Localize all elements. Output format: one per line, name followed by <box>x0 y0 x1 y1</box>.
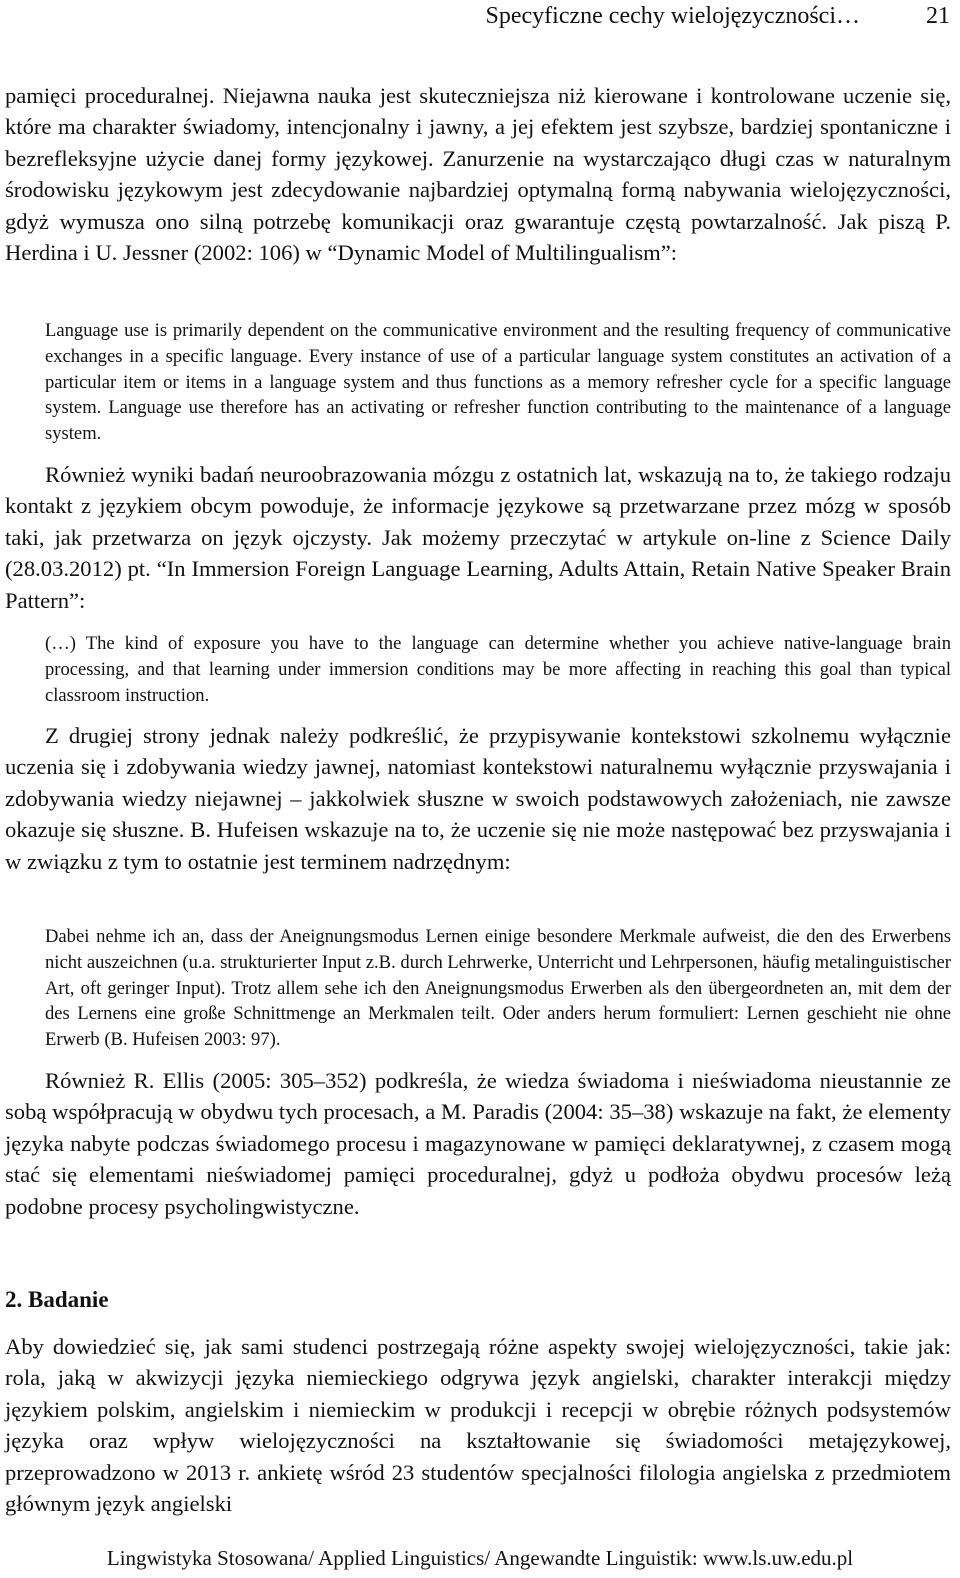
page-number: 21 <box>926 3 950 29</box>
body-paragraph: pamięci proceduralnej. Niejawna nauka jest skuteczniejsza niż kierowane i kontrolowane uczenie się, które ma charakter świadomy, intencjonalny i jawny, a jej efektem jest szybsze, bardziej spontaniczne i bezrefleksyjne użycie danej formy językowej. Zanurzenie na wystarczająco długi czas w naturalnym środowisku językowym jest zdecydowanie najbardziej optymalną formą nabywania wielojęzyczności, gdyż wymusza ono silną potrzebę komunikacji oraz gwarantuje częstą powtarzalność. Jak piszą P. Herdina i U. Jessner (2002: 106) w “Dynamic Model of Multilingualism”: <box>5 83 951 266</box>
running-header <box>0 2 950 30</box>
running-footer: Lingwistyka Stosowana/ Applied Linguistics/ Angewandte Linguistik: www.ls.uw.edu.pl <box>106 1546 854 1570</box>
running-title: Specyficzne cechy wielojęzyczności… <box>485 3 860 29</box>
body-paragraph: Również R. Ellis (2005: 305–352) podkreśla, że wiedza świadoma i nieświadoma nieustannie ze sobą współpracują w obydwu tych procesach, a M. Paradis (2004: 35–38) wskazuje na fakt, że elementy języka nabyte podczas świadomego procesu i magazynowane w pamięci deklaratywnej, z czasem mogą stać się elementami nieświadomej pamięci proceduralnej, gdyż u podłoża obydwu procesów leżą podobne procesy psycholingwistyczne. <box>5 1068 951 1219</box>
body-paragraph: Aby dowiedzieć się, jak sami studenci postrzegają różne aspekty swojej wielojęzyczności, takie jak: rola, jaką w akwizycji języka niemieckiego odgrywa język angielski, charakter interakcji między językiem polskim, angielskim i niemieckim w produkcji i recepcji w obrębie różnych podsystemów języka oraz wpływ wielojęzyczności na kształtowanie się świadomości metajęzykowej, przeprowadzono w 2013 r. ankietę wśród 23 studentów specjalności filologia angielska z przedmiotem głównym język angielski <box>5 1334 951 1517</box>
block-quote: (…) The kind of exposure you have to the language can determine whether you achieve native-language brain processing, and that learning under immersion conditions may be more affecting in reaching this goal than typical classroom instruction. <box>45 633 951 706</box>
block-quote: Dabei nehme ich an, dass der Aneignungsmodus Lernen einige besondere Merkmale aufweist, die den des Erwerbens nicht auszeichnen (u.a. strukturierter Input z.B. durch Lehrwerke, Unterricht und Lehrpersonen, häufig metalinguistischer Art, oft geringer Input). Trotz allem sehe ich den Aneignungsmodus Erwerben als den übergeordneten an, mit dem der des Lernens eine große Schnittmenge an Merkmalen teilt. Oder anders herum formuliert: Lernen geschieht nie ohne Erwerb (B. Hufeisen 2003: 97). <box>45 926 951 1051</box>
block-quote: Language use is primarily dependent on the communicative environment and the resulting frequency of communicative exchanges in a specific language. Every instance of use of a particular language system constitutes an activation of a particular item or items in a language system and thus functions as a memory refresher cycle for a specific language system. Language use therefore has an activating or refresher function contributing to the maintenance of a language system. <box>45 320 951 445</box>
body-paragraph: Również wyniki badań neuroobrazowania mózgu z ostatnich lat, wskazują na to, że takiego rodzaju kontakt z językiem obcym powoduje, że informacje językowe są przetwarzane przez mózg w sposób taki, jak przetwarza on język ojczysty. Jak możemy przeczytać w artykule on-line z Science Daily (28.03.2012) pt. “In Immersion Foreign Language Learning, Adults Attain, Retain Native Speaker Brain Pattern”: <box>5 462 951 613</box>
body-paragraph: Z drugiej strony jednak należy podkreślić, że przypisywanie kontekstowi szkolnemu wyłącznie uczenia się i zdobywania wiedzy jawnej, natomiast kontekstowi naturalnemu wyłącznie przyswajania i zdobywania wiedzy niejawnej – jakkolwiek słuszne w swoich podstawowych założeniach, nie zawsze okazuje się słuszne. B. Hufeisen wskazuje na to, że uczenie się nie może następować bez przyswajania i w związku z tym to ostatnie jest terminem nadrzędnym: <box>5 723 951 874</box>
section-heading: 2. Badanie <box>5 1287 109 1312</box>
